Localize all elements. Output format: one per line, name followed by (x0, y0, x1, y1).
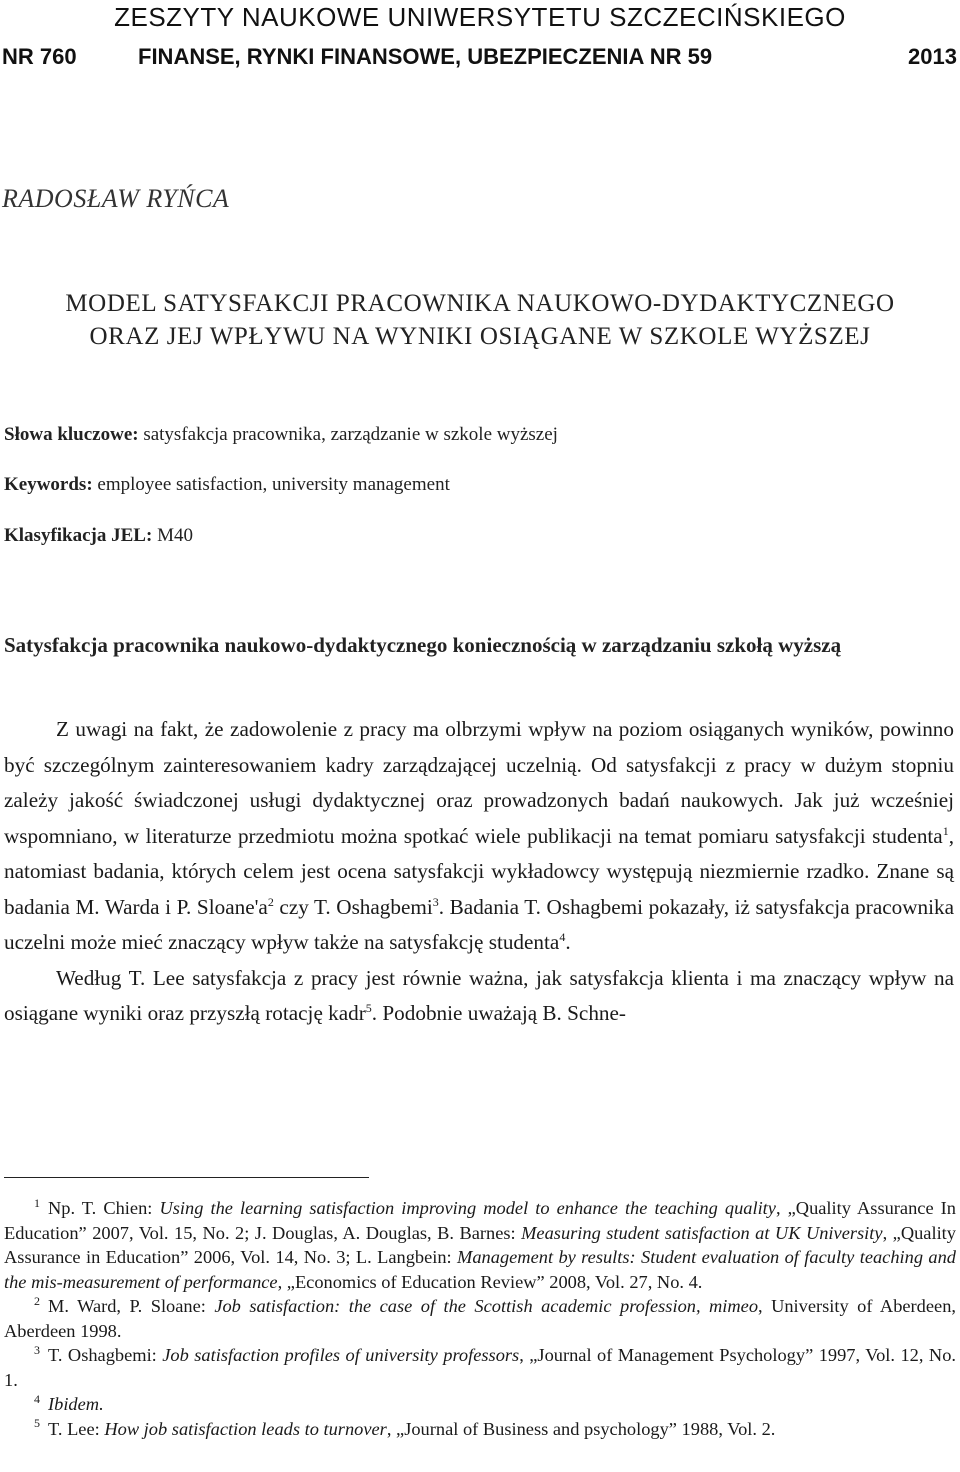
journal-title: ZESZYTY NAUKOWE UNIWERSYTETU SZCZECIŃSKIEGO (114, 2, 846, 32)
footnote-ref-2[interactable]: 2 (267, 894, 274, 909)
footnote-1-title-a: Using the learning satisfaction improving model to enhance the teaching quality (159, 1198, 776, 1218)
jel-classification (4, 525, 193, 547)
footnote-4 (4, 1392, 956, 1417)
jel-label: Klasyfikacja JEL: (4, 525, 153, 546)
footnote-5 (4, 1417, 956, 1442)
paragraph-1 (4, 712, 954, 961)
section-heading: Satysfakcja pracownika naukowo-dydaktycznego koniecznością w zarządzaniu szkołą wyższą (4, 633, 842, 657)
footnote-1-text-e: , „Quality Assurance in Education” 2006, Vol. 14, No. 3; L. Langbein: (4, 1222, 956, 1267)
footnote-ref-1[interactable]: 1 (942, 823, 949, 838)
author-name: RADOSŁAW RYŃCA (2, 184, 230, 213)
journal-issue-row (2, 44, 957, 74)
paragraph-1-text-d: . Badania T. Oshagbemi pokazały, iż satysfakcja pracownika uczelni może mieć znaczący wpływ także na satysfakcję studenta (4, 894, 955, 954)
footnote-3-text-c: , „Journal of Management Psychology” 1997, Vol. 12, No. 1. (4, 1345, 956, 1390)
footnote-2 (4, 1294, 956, 1343)
article-title (0, 287, 960, 353)
footnote-2-mark: 2 (34, 1293, 40, 1308)
footnote-5-text-a: T. Lee: (48, 1418, 105, 1439)
series-name: FINANSE, RYNKI FINANSOWE, UBEZPIECZENIA NR 59 (138, 44, 713, 69)
body-text (4, 712, 954, 1032)
jel-value: M40 (152, 525, 193, 546)
paragraph-2-text-a: Według T. Lee satysfakcja z pracy jest równie ważna, jak satysfakcja klienta i ma znaczący wpływ na osiągane wyniki oraz przyszłą rotację kadr (4, 965, 954, 1025)
paragraph-1-text-e: . (565, 930, 571, 954)
footnote-3-mark: 3 (34, 1342, 40, 1357)
keywords-en (4, 474, 450, 496)
footnote-1 (4, 1196, 956, 1294)
paragraph-1-text-a: Z uwagi na fakt, że zadowolenie z pracy ma olbrzymi wpływ na poziom osiąganych wyników, powinno być szczególnym zainteresowaniem kadry zarządzającej uczelnią. Od satysfakcji z pracy w dużym stopniu zależy jakość świadczonej usługi dydaktycznej oraz prowadzonych badań naukowych. Jak już wcześniej wspomniano, w literaturze przedmiotu można spotkać wiele publikacji na temat pomiaru satysfakcji studenta (4, 717, 954, 848)
footnote-2-text-a: M. Ward, P. Sloane: (48, 1296, 215, 1316)
footnote-5-mark: 5 (34, 1416, 40, 1431)
footnote-1-text-a: Np. T. Chien: (48, 1198, 160, 1218)
footnote-3-text-a: T. Oshagbemi: (48, 1345, 163, 1365)
footnote-1-mark: 1 (34, 1195, 40, 1210)
paragraph-2 (4, 961, 954, 1032)
paragraph-2-text-b: . Podobnie uważają B. Schne- (371, 1001, 626, 1025)
footnote-5-title: How job satisfaction leads to turnover (104, 1418, 387, 1439)
paragraph-1-text-b: , natomiast badania, których celem jest ocena satysfakcji wykładowcy występują niezmiernie rzadko. Znane są badania M. Warda i P. Sloane'a (4, 823, 954, 919)
issue-year: 2013 (908, 44, 957, 69)
article-title-line-2: ORAZ JEJ WPŁYWU NA WYNIKI OSIĄGANE W SZKOLE WYŻSZEJ (89, 323, 871, 350)
article-title-line-1: MODEL SATYSFAKCJI PRACOWNIKA NAUKOWO-DYDAKTYCZNEGO (65, 290, 895, 317)
keywords-pl-label: Słowa kluczowe: (4, 424, 139, 445)
footnote-ref-4[interactable]: 4 (559, 929, 566, 944)
footnotes (4, 1196, 956, 1441)
footnote-3 (4, 1343, 956, 1392)
footnote-4-mark: 4 (34, 1391, 40, 1406)
keywords-en-label: Keywords: (4, 474, 93, 495)
footnote-3-title: Job satisfaction profiles of university professors (162, 1345, 520, 1365)
footnote-1-title-c: Management by results: Student evaluation of faculty teaching and the mis-measurement of performance (4, 1247, 956, 1292)
footnote-5-text-c: , „Journal of Business and psychology” 1988, Vol. 2. (386, 1418, 776, 1439)
footnote-1-title-b: Measuring student satisfaction at UK University (521, 1222, 883, 1243)
footnote-1-text-c: , „Quality Assurance In Education” 2007, Vol. 15, No. 2; J. Douglas, A. Douglas, B. Barnes: (4, 1198, 956, 1243)
keywords-en-value: employee satisfaction, university management (92, 474, 450, 495)
footnote-1-text-g: , „Economics of Education Review” 2008, Vol. 27, No. 4. (277, 1271, 703, 1292)
footnote-2-title: Job satisfaction: the case of the Scottish academic profession, mimeo (214, 1296, 759, 1316)
paragraph-1-text-c: czy T. Oshagbemi (273, 894, 433, 919)
footnote-ref-3[interactable]: 3 (432, 894, 439, 909)
footnote-4-text: Ibidem. (48, 1394, 104, 1414)
footnote-separator (4, 1177, 369, 1178)
footnote-ref-5[interactable]: 5 (365, 1000, 372, 1015)
footnote-2-text-c: , University of Aberdeen, Aberdeen 1998. (4, 1296, 956, 1341)
keywords-pl (4, 424, 558, 446)
issue-number: NR 760 (2, 44, 77, 69)
keywords-pl-value: satysfakcja pracownika, zarządzanie w szkole wyższej (138, 424, 558, 445)
